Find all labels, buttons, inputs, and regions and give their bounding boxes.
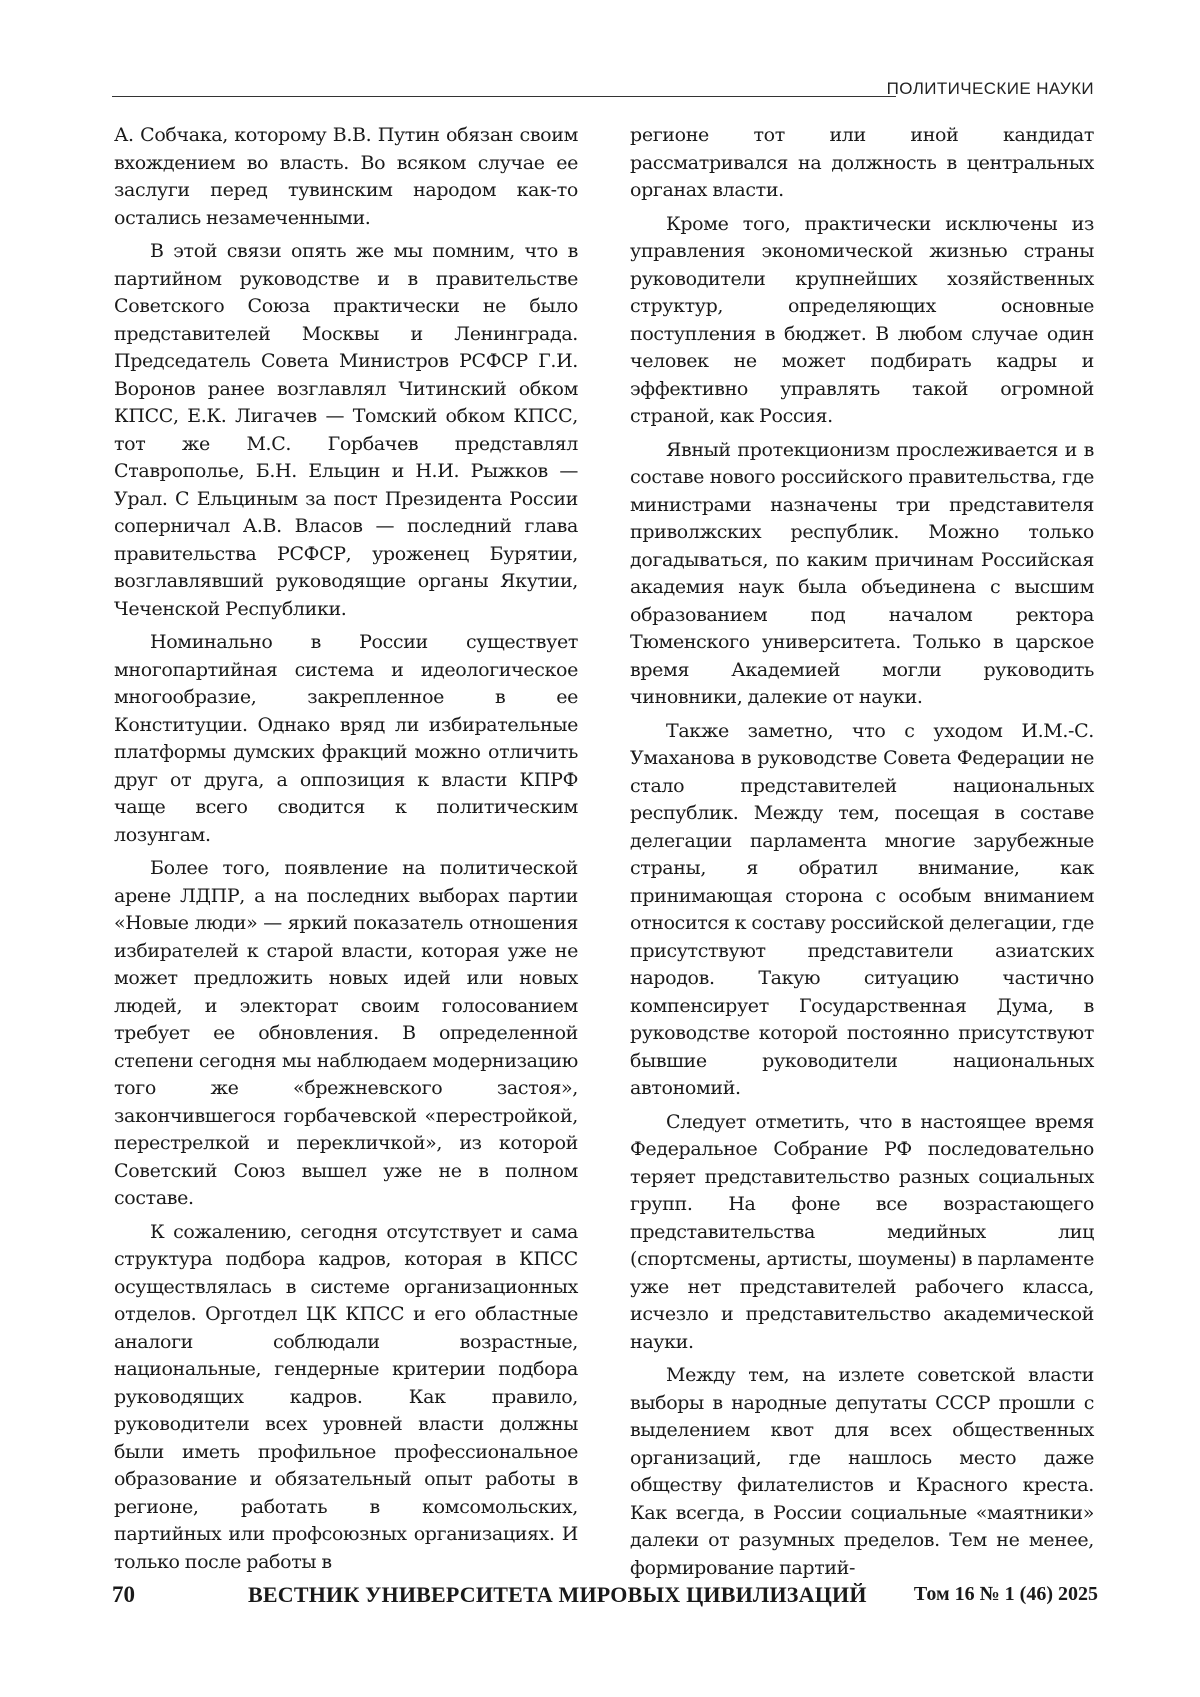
section-title: ПОЛИТИЧЕСКИЕ НАУКИ [886,79,1094,98]
journal-title: ВЕСТНИК УНИВЕРСИТЕТА МИРОВЫХ ЦИВИЛИЗАЦИЙ [248,1582,867,1607]
paragraph: А. Собчака, которому В.В. Путин обязан своим вхождением во власть. Во всяком случае ее заслуги перед тувинским народом как-то остались незамеченными. [114,124,578,229]
paragraph: Явный протекционизм прослеживается и в составе нового российского правительства, где министрами назначены три представителя приволжских республик. Можно только догадываться, по каким причинам Российская академия наук была объединена с высшим образованием под началом ректора Тюменского университета. Только в царское время Академией могли руководить чиновники, далекие от науки. [630,438,1094,708]
paragraph: В этой связи опять же мы помним, что в партийном руководстве и в правительстве Советского Союза практически не было представителей Москвы и Ленинграда. Председатель Совета Министров РСФСР Г.И. Воронов ранее возглавлял Читинский обком КПСС, Е.К. Лигачев — Томский обком КПСС, тот же М.С. Горбачев представлял Ставрополье, Б.Н. Ельцин и Н.И. Рыжков — Урал. С Ельциным за пост Президента России соперничал А.В. Власов — последний глава правительства РСФСР, уроженец Бурятии, возглавлявший руководящие органы Якутии, Чеченской Республики. [114,240,578,620]
issue-info: Том 16 № 1 (46) 2025 [913,1583,1098,1605]
paragraph: Следует отметить, что в настоящее время Федеральное Собрание РФ последовательно теряет представительство разных социальных групп. На фоне все возрастающего представительства медийных лиц (спортсмены, артисты, шоумены) в парламенте уже нет представителей рабочего класса, исчезло и представительство академической науки. [630,1110,1094,1353]
paragraph: Кроме того, практически исключены из управления экономической жизнью страны руководители крупнейших хозяйственных структур, определяющих основные поступления в бюджет. В любом случае один человек не может подбирать кадры и эффективно управлять такой огромной страной, как Россия. [630,212,1094,427]
paragraph: Также заметно, что с уходом И.М.-С. Умаханова в руководстве Совета Федерации не стало представителей национальных республик. Между тем, посещая в составе делегации парламента многие зарубежные страны, я обратил внимание, как принимающая сторона с особым вниманием относится к составу российской делегации, где присутствуют представители азиатских народов. Такую ситуацию частично компенсирует Государственная Дума, в руководстве которой постоянно присутствуют бывшие руководители национальных автономий. [630,719,1094,1099]
paragraph: Номинально в России существует многопартийная система и идеологическое многообразие, закрепленное в ее Конституции. Однако вряд ли избирательные платформы думских фракций можно отличить друг от друга, а оппозиция к власти КПРФ чаще всего сводится к политическим лозунгам. [114,631,578,846]
paragraph: регионе тот или иной кандидат рассматривался на должность в центральных органах власти. [630,124,1094,201]
left-column [114,122,578,1582]
paragraph: Более того, появление на политической арене ЛДПР, а на последних выборах партии «Новые люди» — яркий показатель отношения избирателей к старой власти, которая уже не может предложить новых идей или новых людей, и электорат своим голосованием требует ее обновления. В определенной степени сегодня мы наблюдаем модернизацию того же «брежневского застоя», закончившегося горбачевской «перестройкой, перестрелкой и перекличкой», из которой Советский Союз вышел уже не в полном составе. [114,857,578,1209]
right-column [630,122,1094,1588]
paragraph: К сожалению, сегодня отсутствует и сама структура подбора кадров, которая в КПСС осуществлялась в системе организационных отделов. Орготдел ЦК КПСС и его областные аналоги соблюдали возрастные, национальные, гендерные критерии подбора руководящих кадров. Как правило, руководители всех уровней власти должны были иметь профильное профессиональное образование и обязательный опыт работы в регионе, работать в комсомольских, партийных или профсоюзных организациях. И только после работы в [114,1220,578,1573]
running-header [112,78,1094,104]
header-rule [112,96,896,97]
running-footer [112,1582,1098,1616]
page-number: 70 [112,1582,135,1607]
paragraph: Между тем, на излете советской власти выборы в народные депутаты СССР прошли с выделением квот для всех общественных организаций, где нашлось место даже обществу филателистов и Красного креста. Как всегда, в России социальные «маятники» далеки от разумных пределов. Тем не менее, формирование партий- [630,1364,1094,1579]
